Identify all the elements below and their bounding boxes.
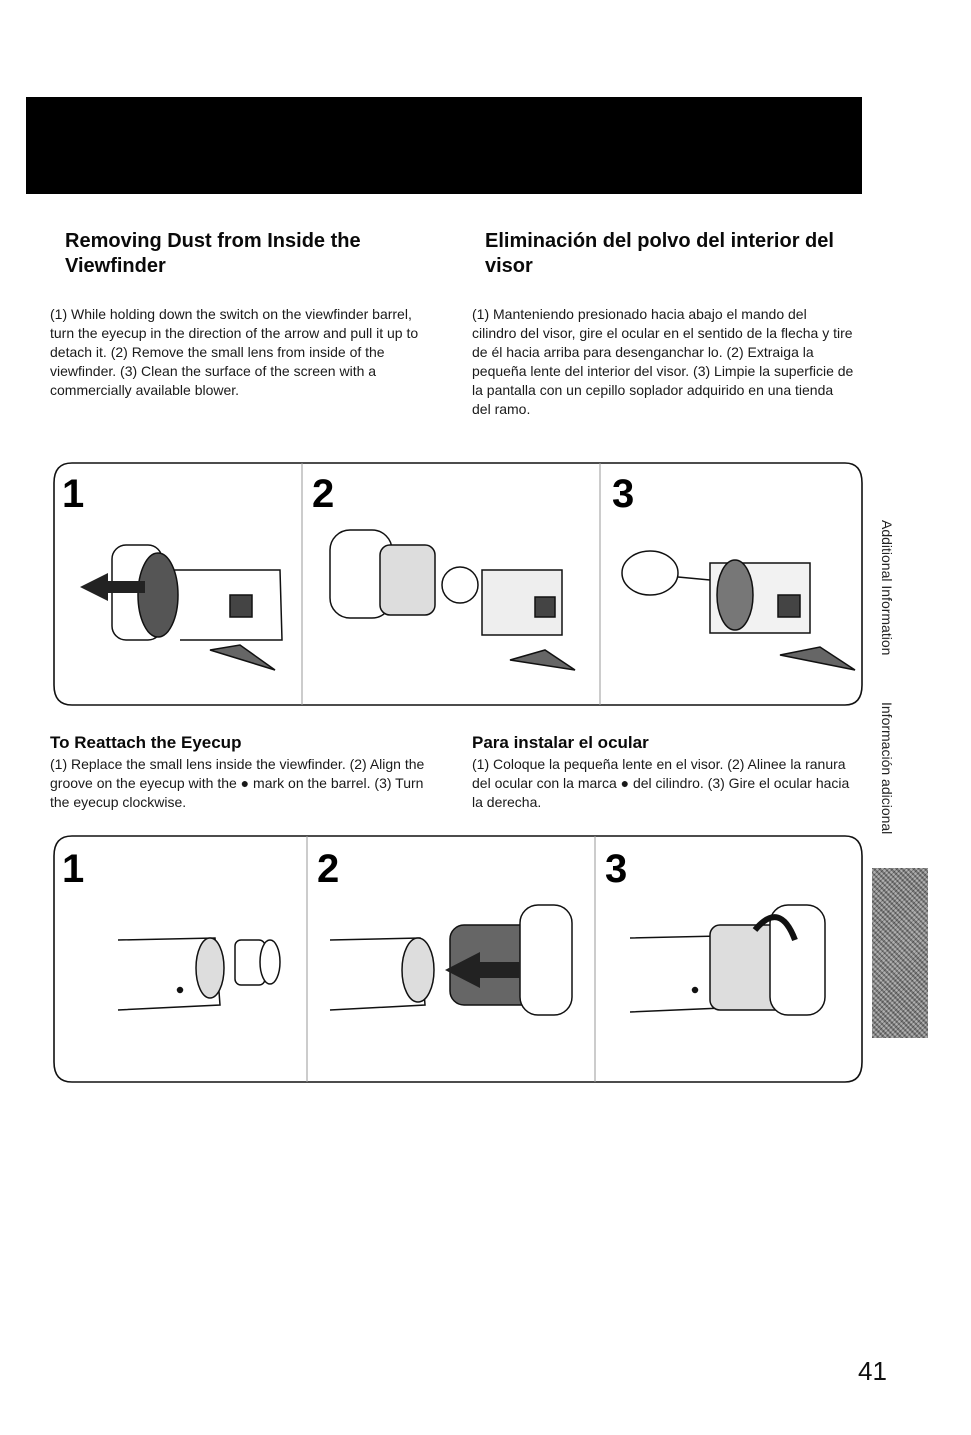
page-number: 41 — [858, 1356, 887, 1386]
side-section-tab — [873, 520, 903, 860]
section2-title-es: Para instalar el ocular — [472, 733, 649, 752]
reattach-step-2-number: 2 — [317, 847, 340, 891]
step1-viewfinder-icon — [112, 545, 282, 670]
header-bar — [26, 97, 862, 194]
section1-text-es: (1) Manteniendo presionado hacia abajo el mando del cilindro del visor, gire el ocular en el sentido de la flecha y tire de él hacia arriba para desenganchar lo. (2) Extraiga la pequeña lente del interior del visor. (3) Limpie la superficie de la pantalla con un cepillo soplador adquirido en una tienda del ramo. — [472, 306, 854, 417]
removal-step-2-number: 2 — [312, 472, 335, 516]
section1-title-es: Eliminación del polvo del interior del visor — [485, 230, 834, 277]
section2-title-en: To Reattach the Eyecup — [50, 733, 242, 752]
removal-step-1-number: 1 — [62, 472, 85, 516]
reattach-step2-eyecup-icon — [330, 905, 572, 1015]
reattach-step-1-number: 1 — [62, 847, 85, 891]
reattach-illustration — [50, 830, 865, 1085]
removal-illustration — [50, 455, 865, 710]
thumb-index-tab — [872, 868, 928, 1038]
side-label-es: Información adicional — [879, 702, 895, 835]
reattach-step3-eyecup-icon — [630, 905, 825, 1015]
step3-blower-icon — [622, 551, 855, 670]
section2-text-es: (1) Coloque la pequeña lente en el visor. (2) Alinee la ranura del ocular con la marca ● del cilindro. (3) Gire el ocular hacia la derecha. — [472, 756, 850, 810]
removal-steps-panel — [50, 455, 865, 710]
reattach-steps-panel — [50, 830, 865, 1085]
section2-text-en: (1) Replace the small lens inside the viewfinder. (2) Align the groove on the eyecup with the ● mark on the barrel. (3) Turn the eyecup clockwise. — [50, 756, 425, 810]
step2-viewfinder-icon — [330, 530, 575, 670]
section1-text-en: (1) While holding down the switch on the viewfinder barrel, turn the eyecup in the direction of the arrow and pull it up to detach it. (2) Remove the small lens from inside of the viewfinder. (3) Clean the surface of the screen with a commercially available blower. — [50, 306, 419, 398]
reattach-step1-lens-icon — [118, 938, 280, 1010]
side-label-en: Additional Information — [879, 520, 895, 656]
removal-step-3-number: 3 — [612, 472, 635, 516]
reattach-step-3-number: 3 — [605, 847, 628, 891]
section1-title-en: Removing Dust from Inside the Viewfinder — [65, 230, 361, 277]
